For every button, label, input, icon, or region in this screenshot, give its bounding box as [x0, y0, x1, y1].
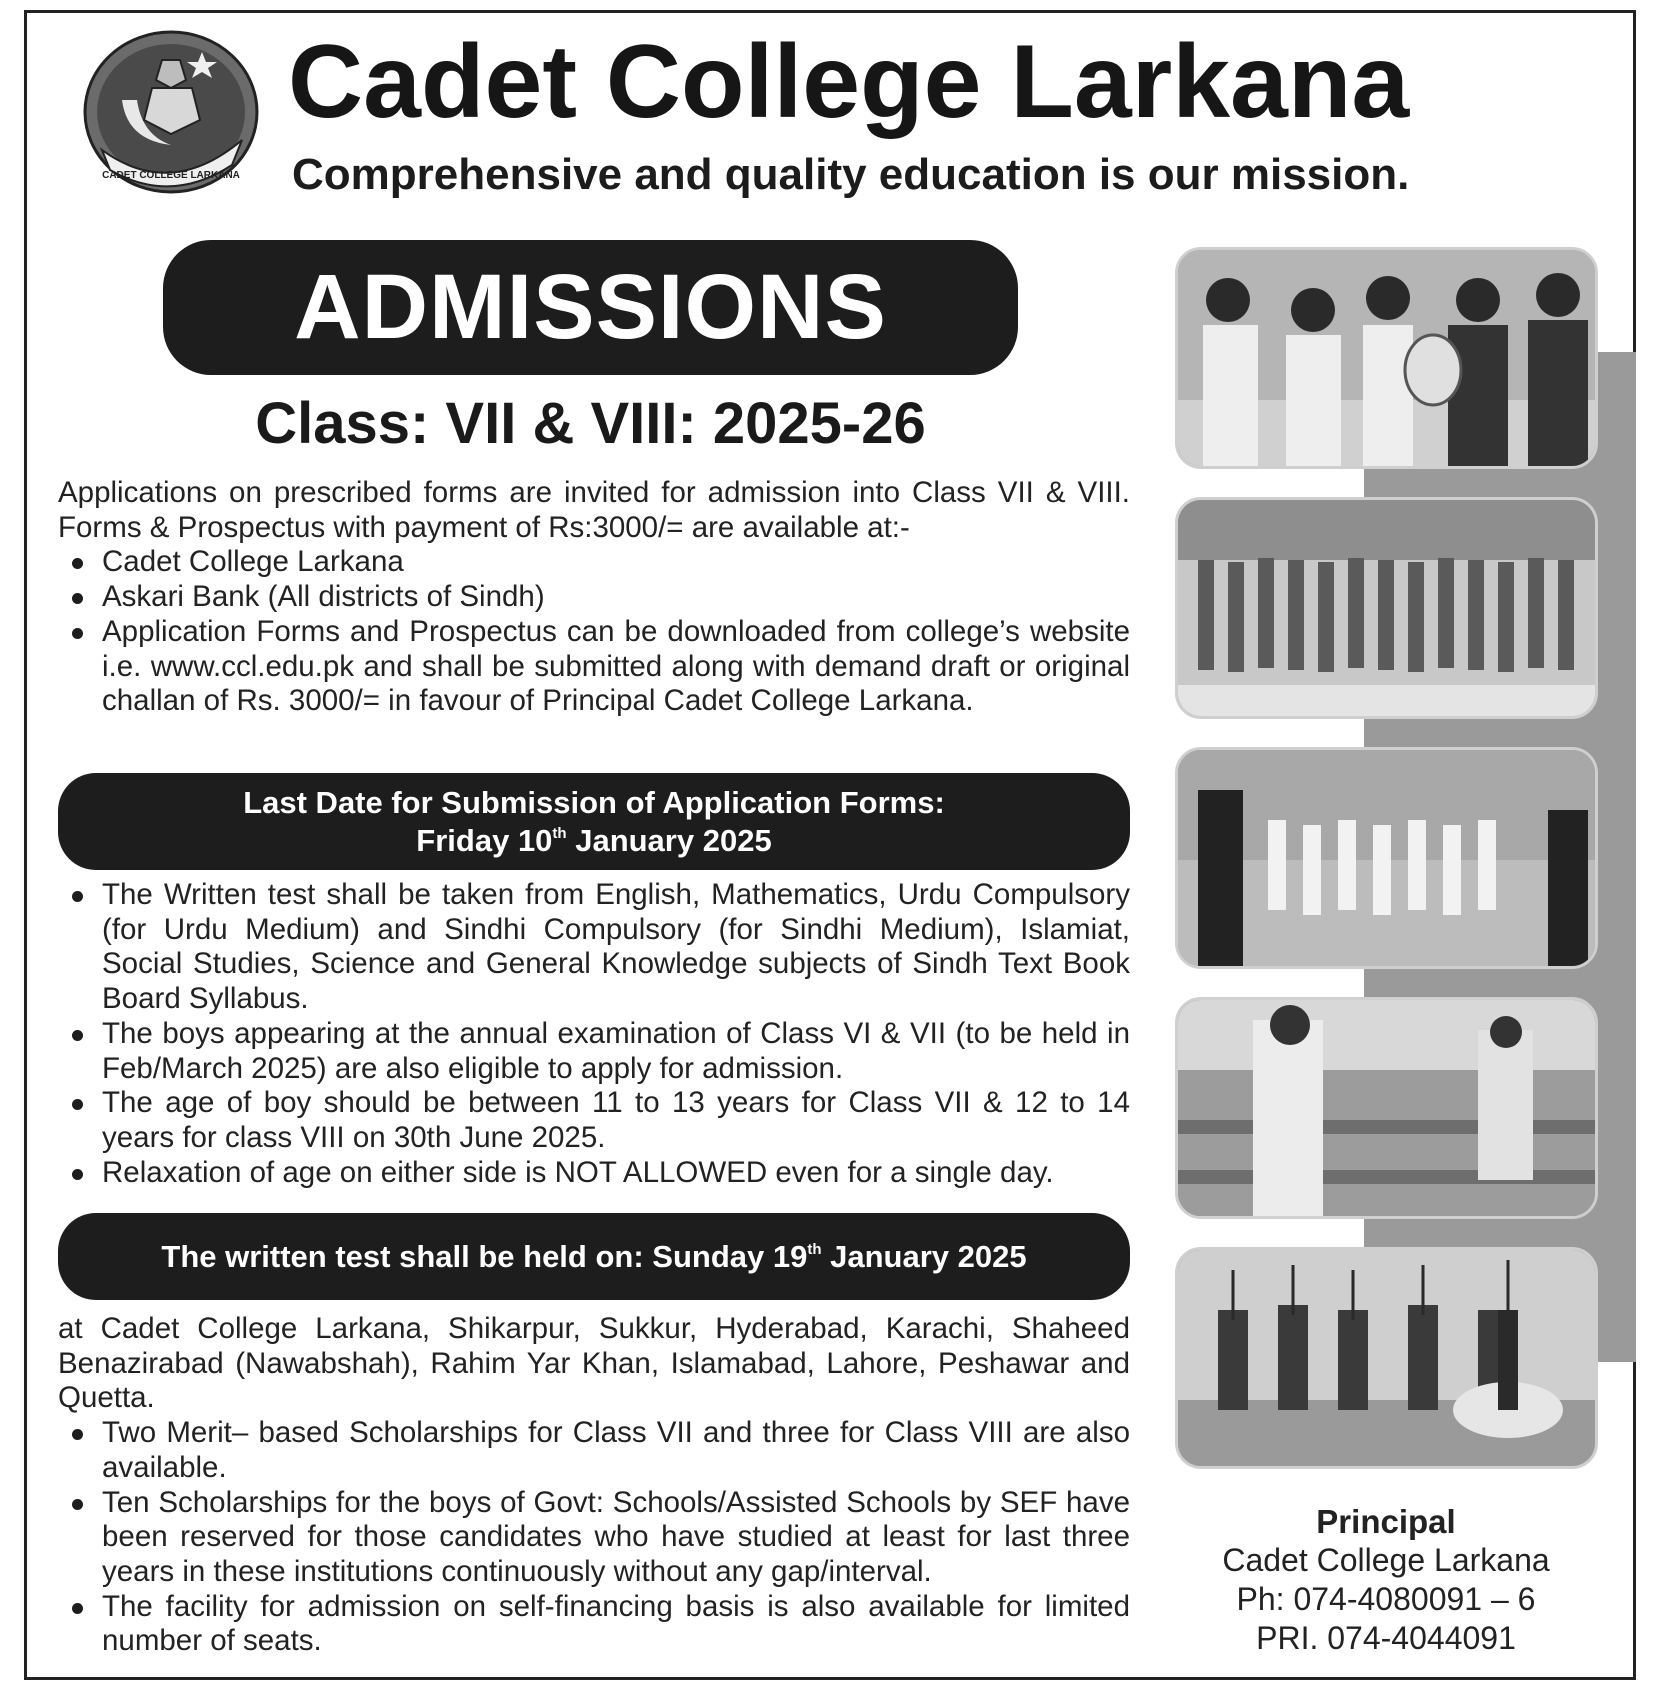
venues-section	[58, 1312, 1130, 1659]
admissions-banner	[163, 240, 1018, 375]
list-item: The facility for admission on self-financing basis is also available for limited number of seats.	[58, 1590, 1130, 1659]
list-item: Cadet College Larkana	[58, 545, 1130, 580]
list-item: Ten Scholarships for the boys of Govt: Schools/Assisted Schools by SEF have been reserved for those candidates who have studied at least for last three years in these institutions continuously without any gap/interval.	[58, 1486, 1130, 1590]
contact-phone: Ph: 074-4080091 – 6	[1236, 1581, 1536, 1617]
admissions-label: ADMISSIONS	[294, 256, 887, 358]
conditions-section	[58, 878, 1130, 1190]
list-item: Askari Bank (All districts of Sindh)	[58, 580, 1130, 615]
availability-list	[58, 545, 1130, 719]
list-item: The age of boy should be between 11 to 13 years for Class VII & 12 to 14 years for class VIII on 30th June 2025.	[58, 1086, 1130, 1155]
contact-pri: PRI. 074-4044091	[1256, 1620, 1516, 1656]
contact-block	[1160, 1502, 1612, 1658]
college-title: Cadet College Larkana	[288, 24, 1410, 140]
contact-role: Principal	[1316, 1503, 1456, 1540]
last-date-line2: Friday 10th January 2025	[416, 823, 772, 858]
scholarship-list	[58, 1416, 1130, 1659]
venues-text: at Cadet College Larkana, Shikarpur, Sukkur, Hyderabad, Karachi, Shaheed Benazirabad (Nawabshah), Rahim Yar Khan, Islamabad, Lahore, Peshawar and Quetta.	[58, 1312, 1130, 1415]
photo-trophy-cadets	[1175, 247, 1598, 469]
contact-org: Cadet College Larkana	[1222, 1542, 1550, 1578]
intro-text: Applications on prescribed forms are invited for admission into Class VII & VIII. Forms & Prospectus with payment of Rs:3000/= are available at:-	[58, 476, 1130, 544]
intro-section	[58, 476, 1130, 719]
photo-examination-hall	[1175, 997, 1598, 1219]
list-item: The Written test shall be taken from English, Mathematics, Urdu Compulsory (for Urdu Medium) and Sindhi Compulsory (for Sindhi Medium), Islamiat, Social Studies, Science and General Knowledge subjects of Sindh Text Book Board Syllabus.	[58, 878, 1130, 1017]
college-tagline: Comprehensive and quality education is our mission.	[292, 150, 1410, 199]
class-session-heading: Class: VII & VIII: 2025-26	[255, 391, 926, 456]
logo-scroll-text: CADET COLLEGE LARKANA	[102, 170, 240, 181]
list-item: Relaxation of age on either side is NOT ALLOWED even for a single day.	[58, 1156, 1130, 1191]
conditions-list	[58, 878, 1130, 1190]
test-date-text: The written test shall be held on: Sunday 19th January 2025	[161, 1239, 1027, 1274]
list-item: The boys appearing at the annual examination of Class VI & VII (to be held in Feb/March 2025) are also eligible to apply for admission.	[58, 1017, 1130, 1086]
last-date-banner	[58, 773, 1130, 870]
photo-marching-parade	[1175, 497, 1598, 719]
college-crest-logo	[82, 30, 260, 195]
test-date-banner	[58, 1213, 1130, 1300]
photo-cavalry-parade	[1175, 1247, 1598, 1469]
list-item: Application Forms and Prospectus can be downloaded from college’s website i.e. www.ccl.edu.pk and shall be submitted along with demand draft or original challan of Rs. 3000/= in favour of Principal Cadet College Larkana.	[58, 615, 1130, 719]
last-date-line1: Last Date for Submission of Application Forms:	[243, 785, 945, 820]
photo-karate-display	[1175, 747, 1598, 969]
list-item: Two Merit– based Scholarships for Class VII and three for Class VIII are also available.	[58, 1416, 1130, 1485]
